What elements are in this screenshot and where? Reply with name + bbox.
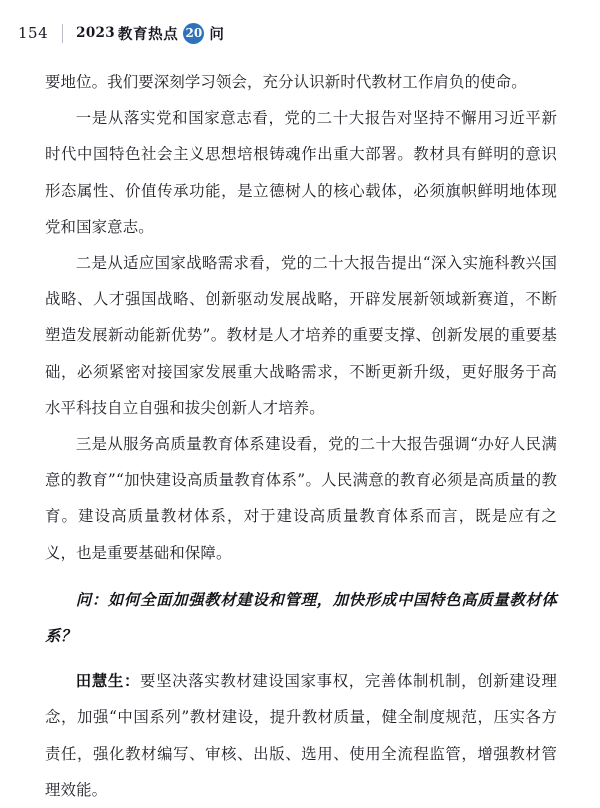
running-title-text: 教育热点 [117, 25, 179, 43]
paragraph-continued: 要地位。我们要深刻学习领会，充分认识新时代教材工作肩负的使命。 [45, 73, 527, 91]
question-label: 问： [75, 590, 108, 609]
question-text: 如何全面加强教材建设和管理，加快形成中国特色高质量教材体系？ [45, 590, 557, 646]
paragraph-point-three: 三是从服务高质量教育体系建设看，党的二十大报告强调“办好人民满意的教育”“加快建设高质量教育体系”。人民满意的教育必须是高质量的教育。建设高质量教材体系，对于建设高质量教育体系而言，既是应有之义，也是重要基础和保障。 [45, 435, 557, 562]
answer-paragraph [45, 654, 557, 808]
paragraph-point-two: 二是从适应国家战略需求看，党的二十大报告提出“深入实施科教兴国战略、人才强国战略、创新驱动发展战略，开辟发展新领域新赛道，不断塑造发展新动能新优势”。教材是人才培养的重要支撑、创新发展的重要基础，必须紧密对接国家发展重大战略需求，不断更新升级，更好服务于高水平科技自立自强和拔尖创新人才培养。 [45, 254, 557, 417]
running-title-suffix: 问 [209, 25, 225, 43]
text-column [45, 64, 557, 808]
page-header [18, 20, 224, 46]
answer-text: 要坚决落实教材建设国家事权，完善体制机制，创新建设理念，加强“中国系列”教材建设，提升教材质量，健全制度规范，压实各方责任，强化教材编写、审核、出版、选用、使用全流程监管，增强教材管理效能。 [45, 672, 557, 799]
answer-speaker-name: 田慧生： [75, 672, 141, 691]
running-title [76, 23, 224, 44]
badge-20-icon: 20 [183, 23, 204, 44]
header-divider-rule [62, 24, 63, 43]
question-paragraph [45, 571, 557, 654]
folio-page-number: 154 [18, 24, 49, 42]
running-title-year: 2023 [76, 25, 115, 41]
paragraph-point-one: 一是从落实党和国家意志看，党的二十大报告对坚持不懈用习近平新时代中国特色社会主义思想培根铸魂作出重大部署。教材具有鲜明的意识形态属性、价值传承功能，是立德树人的核心载体，必须旗帜鲜明地体现党和国家意志。 [45, 109, 557, 236]
